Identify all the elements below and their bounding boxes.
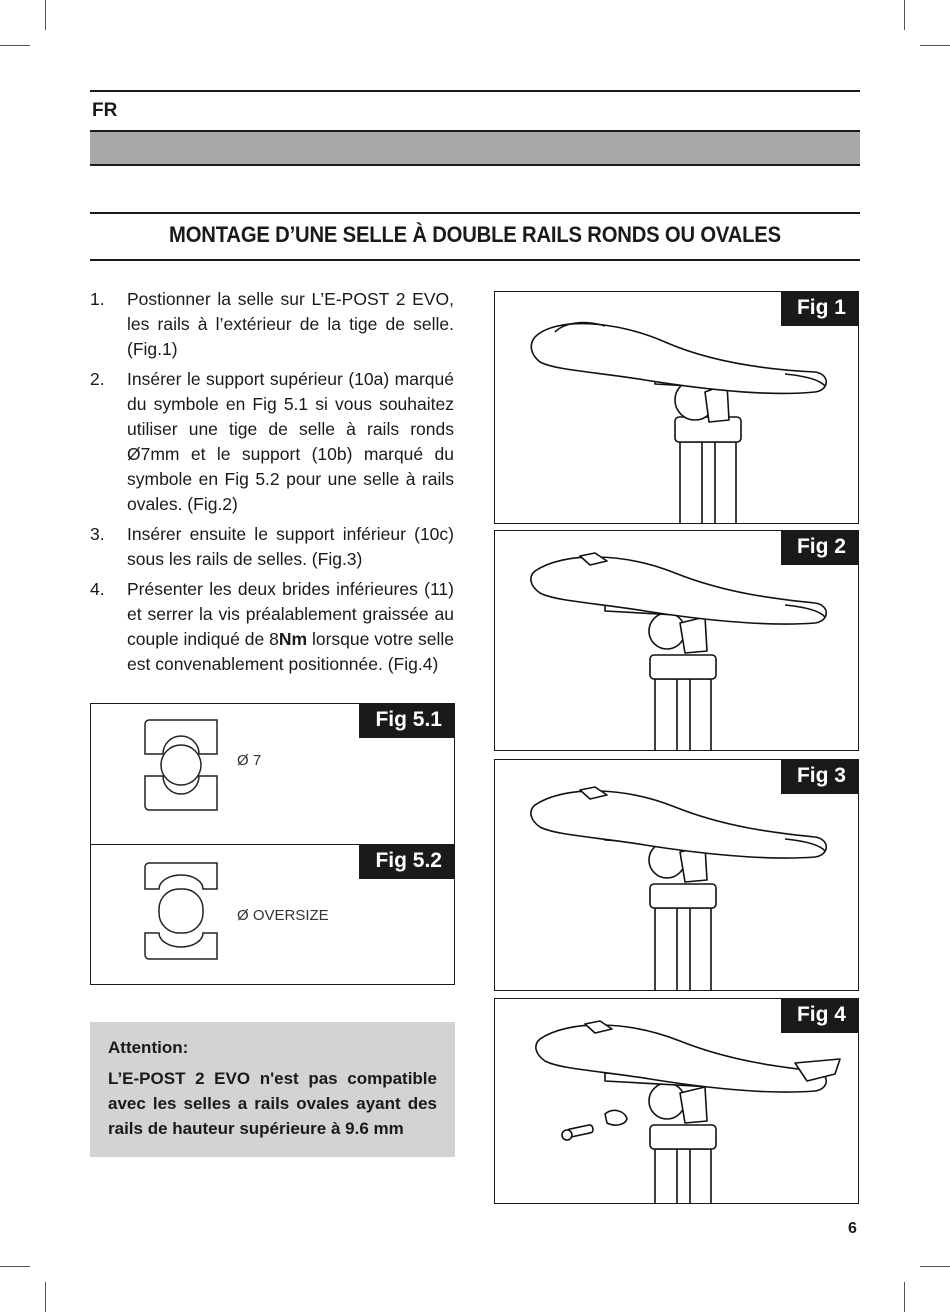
step-number: 4. [90, 579, 105, 599]
step-number: 1. [90, 289, 105, 309]
figure-2 [494, 530, 859, 751]
figure-label: Fig 3 [781, 760, 858, 794]
shim-caption: Ø OVERSIZE [237, 907, 329, 924]
saddle-illustration [495, 760, 859, 991]
attention-box [90, 1022, 455, 1157]
step-text-part: lorsque votre selle est convenablement positionnée. (Fig.4) [127, 629, 454, 674]
crop-mark [45, 0, 46, 30]
crop-mark [0, 45, 30, 46]
figure-label: Fig 5.2 [359, 845, 454, 879]
step-text [127, 579, 454, 674]
oval-shim-icon [141, 859, 221, 963]
saddle-illustration [495, 292, 859, 524]
figure-5-2 [90, 844, 455, 985]
saddle-illustration [495, 999, 859, 1204]
crop-mark [904, 0, 905, 30]
figure-label: Fig 4 [781, 999, 858, 1033]
torque-unit: Nm [278, 629, 308, 649]
crop-mark [920, 1266, 950, 1267]
step-text: Postionner la selle sur L’E-POST 2 EVO, les rails à l’extérieur de la tige de selle. (Fig.1) [127, 289, 454, 359]
instruction-list [90, 287, 454, 682]
step-text: Insérer le support supérieur (10a) marqué du symbole en Fig 5.1 si vous souhaitez utiliser une tige de selle à rails ronds Ø7mm et le support (10b) marqué du symbole en Fig 5.2 pour une selle à rails ovales. (Fig.2) [127, 369, 454, 514]
figure-3 [494, 759, 859, 991]
list-item [90, 577, 454, 677]
figure-label: Fig 1 [781, 292, 858, 326]
step-text: Insérer ensuite le support inférieur (10c) sous les rails de selles. (Fig.3) [127, 524, 454, 569]
round-shim-icon [141, 716, 221, 816]
shim-caption: Ø 7 [237, 752, 262, 769]
list-item [90, 367, 454, 517]
figure-label: Fig 2 [781, 531, 858, 565]
step-text-part: Présenter les deux brides inférieures (11) et serrer la vis préalablement graissée au couple indiqué de 8 [127, 579, 454, 649]
section-band [90, 130, 860, 166]
step-number: 3. [90, 524, 105, 544]
figure-label: Fig 5.1 [359, 704, 454, 738]
list-item [90, 287, 454, 362]
figure-1 [494, 291, 859, 524]
title-rule-bottom [90, 259, 860, 261]
list-item [90, 522, 454, 572]
crop-mark [45, 1282, 46, 1312]
attention-heading: Attention: [108, 1038, 189, 1057]
figure-5-1 [90, 703, 455, 846]
attention-text: L’E-POST 2 EVO n'est pas compatible avec les selles a rails ovales ayant des rails de hauteur supérieure à 9.6 mm [108, 1069, 437, 1138]
title-rule-top [90, 212, 860, 214]
step-number: 2. [90, 369, 105, 389]
crop-mark [920, 45, 950, 46]
crop-mark [0, 1266, 30, 1267]
figure-4 [494, 998, 859, 1204]
top-rule [90, 90, 860, 92]
language-tag: FR [92, 100, 118, 121]
page-number: 6 [848, 1220, 857, 1237]
page-title: MONTAGE D’UNE SELLE À DOUBLE RAILS RONDS OU OVALES [169, 222, 781, 247]
saddle-illustration [495, 531, 859, 751]
crop-mark [904, 1282, 905, 1312]
